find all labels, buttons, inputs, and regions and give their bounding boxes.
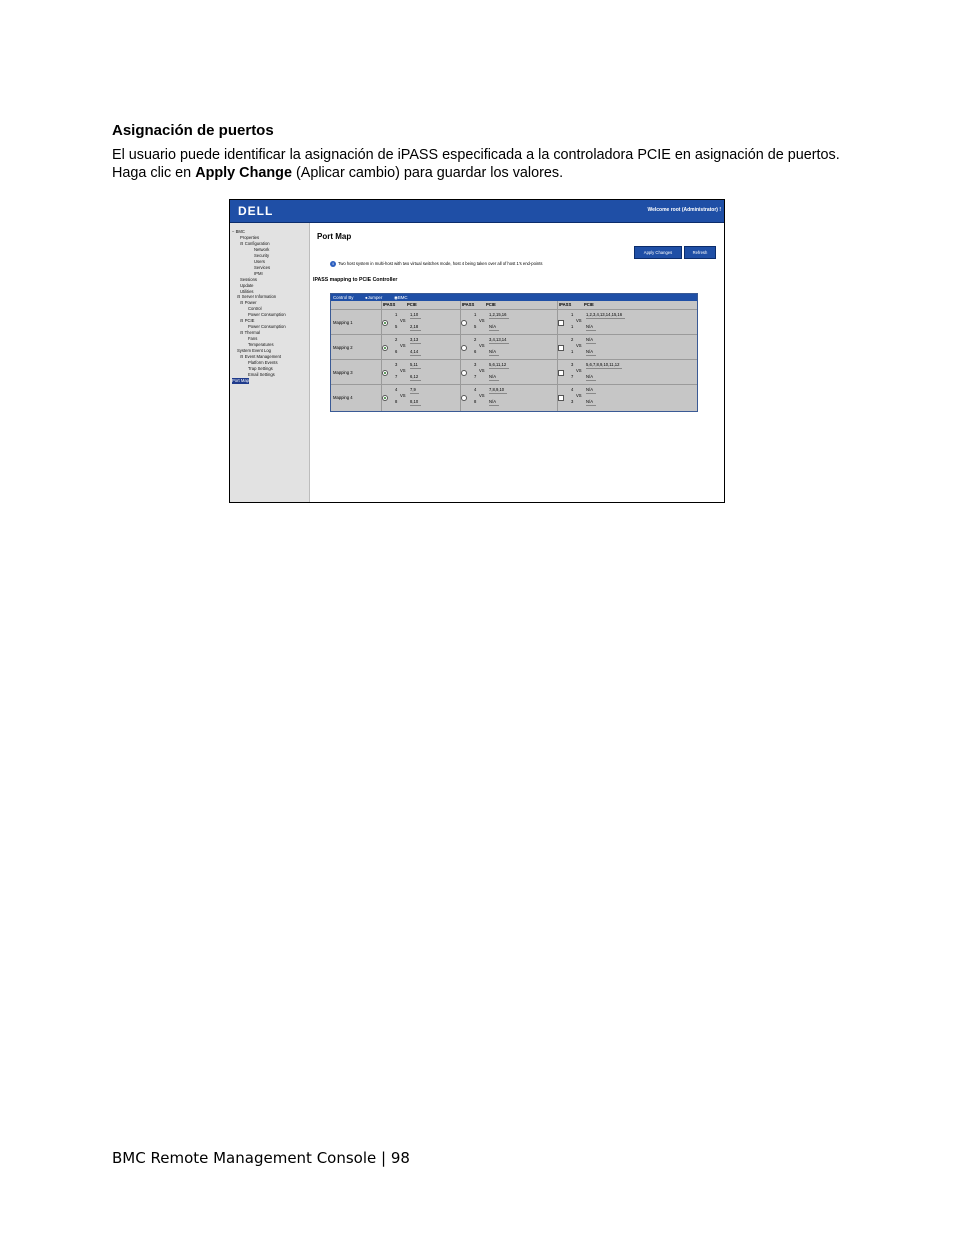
pcie-value: 1,2,3,4,13,14,15,16	[586, 312, 625, 319]
vs-label: VS	[400, 318, 406, 323]
pcie-value: 1,2,15,16	[489, 312, 509, 319]
ipass-port: 6	[474, 349, 477, 354]
ipass-port: 1	[571, 324, 574, 329]
col-ipass-2: IPASS	[462, 302, 475, 307]
ipass-port: 3	[395, 362, 398, 367]
tree-item-event-management[interactable]: ⊟ Event Management	[240, 354, 282, 360]
pcie-value: 5,11	[410, 362, 421, 369]
tree-item-security[interactable]: Security	[254, 252, 270, 258]
tree-item-properties[interactable]: Properties	[240, 234, 260, 240]
mapping-label: Mapping 2	[333, 345, 353, 350]
vs-label: VS	[576, 368, 582, 373]
pcie-value: N/A	[489, 324, 499, 331]
mapping-radio[interactable]	[382, 395, 388, 401]
mapping-row	[331, 384, 697, 409]
para-bold: Apply Change	[195, 165, 292, 181]
ipass-port: 7	[395, 374, 398, 379]
mapping-radio[interactable]	[382, 320, 388, 326]
ipass-port: 2	[395, 337, 398, 342]
refresh-button[interactable]: Refresh	[684, 246, 716, 259]
info-note: Two host system in multi-host with two virtual switches mode, host 4 being taken over all of host 1's end-points	[338, 261, 543, 266]
vs-label: VS	[479, 368, 485, 373]
pcie-value: N/A	[586, 337, 596, 344]
ipass-port: 3	[474, 362, 477, 367]
mapping-checkbox[interactable]	[558, 395, 564, 401]
tree-item-power[interactable]: ⊟ Power	[240, 300, 257, 306]
tree-item-power-consumption[interactable]: Power Consumption	[248, 312, 286, 318]
dell-logo: DELL	[238, 204, 274, 218]
pcie-value: N/A	[586, 387, 596, 394]
pcie-value: 7,9	[410, 387, 419, 394]
tree-item-server-information[interactable]: ⊟ Server Information	[237, 294, 277, 300]
sidebar-tree	[230, 223, 310, 502]
ipass-port: 8	[395, 399, 398, 404]
col-ipass-1: IPASS	[383, 302, 396, 307]
ipass-port: 1	[474, 312, 477, 317]
tree-item-pcie-power-consumption[interactable]: Power Consumption	[248, 324, 286, 330]
ipass-port: 6	[395, 349, 398, 354]
tree-item-fans[interactable]: Fans	[248, 336, 258, 342]
tree-item-network[interactable]: Network	[254, 246, 270, 252]
vs-label: VS	[576, 393, 582, 398]
vs-label: VS	[479, 318, 485, 323]
tree-item-thermal[interactable]: ⊟ Thermal	[240, 330, 260, 336]
ipass-port: 4	[395, 387, 398, 392]
bmc-radio[interactable]: ◉ BMC	[394, 295, 408, 300]
pcie-value: 5,6,11,12	[489, 362, 509, 369]
pcie-value: N/A	[586, 324, 596, 331]
vs-label: VS	[400, 393, 406, 398]
info-icon: i	[330, 261, 336, 267]
mapping-radio[interactable]	[461, 370, 467, 376]
pcie-value: 6,12	[410, 374, 421, 381]
ipass-port: 3	[571, 399, 574, 404]
pcie-value: N/A	[489, 374, 499, 381]
pcie-value: N/A	[586, 349, 596, 356]
mapping-table	[330, 293, 698, 412]
tree-item-email-settings[interactable]: Email Settings	[248, 371, 275, 377]
ipass-port: 7	[474, 374, 477, 379]
tree-item-trap-settings[interactable]: Trap Settings	[248, 365, 273, 371]
pcie-value: N/A	[586, 399, 596, 406]
ipass-port: 5	[474, 324, 477, 329]
pcie-value: 5,6,7,8,9,10,11,12	[586, 362, 622, 369]
tree-item-users[interactable]: Users	[254, 258, 265, 264]
mapping-radio[interactable]	[461, 320, 467, 326]
ipass-port: 4	[571, 387, 574, 392]
mapping-radio[interactable]	[382, 345, 388, 351]
mapping-radio[interactable]	[382, 370, 388, 376]
ipass-port: 2	[474, 337, 477, 342]
mapping-checkbox[interactable]	[558, 370, 564, 376]
pcie-value: 3,4,13,14	[489, 337, 509, 344]
body-paragraph	[112, 146, 857, 182]
ipass-port: 5	[395, 324, 398, 329]
tree-item-configuration[interactable]: ⊟ Configuration	[240, 240, 270, 246]
ipass-port: 7	[571, 374, 574, 379]
section-heading: Asignación de puertos	[112, 122, 274, 139]
tree-item-port-map[interactable]: Port Map	[232, 377, 249, 383]
pcie-value: 3,13	[410, 337, 421, 344]
control-by-label: Control By	[333, 295, 354, 300]
mapping-row	[331, 334, 697, 359]
vs-label: VS	[400, 368, 406, 373]
mapping-checkbox[interactable]	[558, 345, 564, 351]
mapping-radio[interactable]	[461, 395, 467, 401]
tree-item-bmc[interactable]: − BMC	[232, 229, 245, 234]
tree-item-platform-events[interactable]: Platform Events	[248, 359, 278, 365]
pcie-value: N/A	[489, 399, 499, 406]
col-pcie-3: PCIE	[584, 302, 594, 307]
mapping-row	[331, 309, 697, 334]
vs-label: VS	[479, 343, 485, 348]
para-text-2: (Aplicar cambio) para guardar los valores.	[291, 165, 564, 181]
col-pcie-2: PCIE	[486, 302, 496, 307]
ipass-port: 4	[474, 387, 477, 392]
mapping-label: Mapping 3	[333, 370, 353, 375]
mapping-label: Mapping 4	[333, 395, 353, 400]
apply-changes-button[interactable]: Apply Changes	[634, 246, 682, 259]
para-text-1: El usuario puede identificar la asignación de iPASS especificada a la controladora PCIE en asignación de puertos. Haga clic en	[112, 147, 840, 181]
mapping-row	[331, 359, 697, 384]
main-content	[310, 223, 724, 502]
header-bar	[230, 200, 724, 223]
tree-item-temperatures[interactable]: Temperatures	[248, 342, 274, 348]
pcie-value: N/A	[586, 374, 596, 381]
pcie-value: N/A	[489, 349, 499, 356]
tree-item-system-event-log[interactable]: System Event Log	[237, 348, 271, 354]
col-pcie-1: PCIE	[407, 302, 417, 307]
ipass-port: 8	[474, 399, 477, 404]
mapping-label: Mapping 1	[333, 320, 353, 325]
vs-label: VS	[576, 343, 582, 348]
mapping-checkbox[interactable]	[558, 320, 564, 326]
ipass-port: 1	[571, 349, 574, 354]
mapping-subtitle: IPASS mapping to PCIE Controller	[313, 277, 398, 283]
pcie-value: 1,10	[410, 312, 421, 319]
jumper-radio[interactable]: ● Jumper	[365, 295, 383, 300]
vs-label: VS	[400, 343, 406, 348]
vs-label: VS	[479, 393, 485, 398]
tree-item-ipmi[interactable]: IPMI	[254, 270, 263, 276]
tree-item-update[interactable]: Update	[240, 282, 254, 288]
mapping-radio[interactable]	[461, 345, 467, 351]
welcome-text: Welcome root (Administrator) !	[647, 207, 721, 213]
page-footer: BMC Remote Management Console | 98	[112, 1149, 410, 1167]
page-title: Port Map	[317, 232, 352, 241]
ipass-port: 2	[571, 337, 574, 342]
ipass-port: 1	[395, 312, 398, 317]
vs-label: VS	[576, 318, 582, 323]
pcie-value: 2,18	[410, 324, 421, 331]
pcie-value: 4,14	[410, 349, 421, 356]
ipass-port: 3	[571, 362, 574, 367]
tree-item-control[interactable]: Control	[248, 306, 262, 312]
port-map-screenshot	[229, 199, 725, 503]
control-by-bar	[331, 294, 697, 301]
tree-item-services[interactable]: Services	[254, 264, 271, 270]
tree-item-sessions[interactable]: Sessions	[240, 276, 257, 282]
ipass-port: 1	[571, 312, 574, 317]
col-ipass-3: IPASS	[559, 302, 572, 307]
tree-item-utilities[interactable]: Utilities	[240, 288, 254, 294]
tree-item-pcie[interactable]: ⊟ PCIE	[240, 318, 255, 324]
pcie-value: 8,10	[410, 399, 421, 406]
pcie-value: 7,8,9,10	[489, 387, 507, 394]
